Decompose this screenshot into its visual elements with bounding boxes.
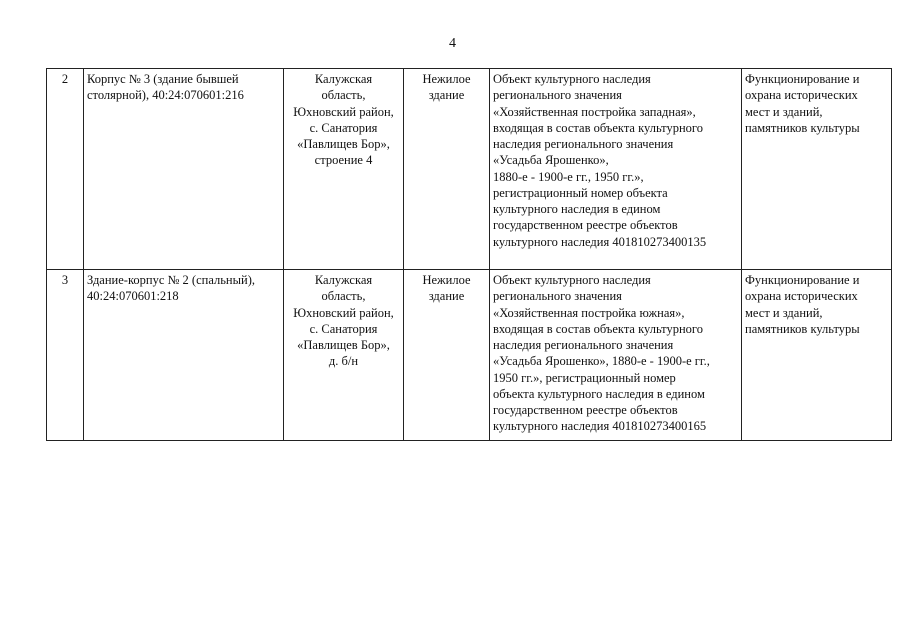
building-type-line: здание	[428, 88, 465, 103]
description-line: наследия регионального значения	[493, 137, 674, 151]
object-name-line: Здание-корпус № 2 (спальный),	[87, 273, 255, 287]
address-line: с. Санатория	[309, 321, 378, 336]
description-line: государственном реестре объектов	[493, 403, 678, 417]
building-type-cell	[404, 69, 490, 270]
description-line: «Усадьба Ярошенко»,	[493, 153, 609, 168]
description-line: Объект культурного наследия	[493, 273, 651, 287]
description-line: культурного наследия в едином	[493, 202, 661, 216]
usage-cell	[742, 270, 892, 441]
description-line: регионального значения	[493, 289, 622, 304]
building-type-line: здание	[428, 289, 465, 304]
address-line: область,	[321, 289, 366, 304]
address-line: «Павлищев Бор»,	[297, 338, 390, 352]
usage-cell	[742, 69, 892, 270]
address-line: с. Санатория	[309, 120, 378, 135]
description-line: культурного наследия 401810273400135	[493, 234, 707, 249]
description-line: государственном реестре объектов	[493, 218, 678, 233]
description-line: «Усадьба Ярошенко», 1880-е - 1900-е гг.,	[493, 354, 710, 369]
table-row	[47, 69, 892, 270]
object-name-cell	[84, 69, 284, 270]
description-line: наследия регионального значения	[493, 338, 674, 352]
heritage-description-cell	[490, 270, 742, 441]
description-line: входящая в состав объекта культурного	[493, 120, 703, 135]
objects-table	[46, 68, 892, 441]
address-line: область,	[321, 88, 366, 103]
usage-line: памятников культуры	[745, 321, 860, 336]
description-line: Объект культурного наследия	[493, 72, 651, 86]
building-type-cell	[404, 270, 490, 441]
address-line: «Павлищев Бор»,	[297, 137, 390, 151]
row-number-cell: 3	[47, 270, 84, 441]
address-line: Калужская	[314, 72, 373, 86]
address-cell	[284, 270, 404, 441]
building-type-line: Нежилое	[422, 273, 471, 287]
description-line: «Хозяйственная постройка южная»,	[493, 305, 685, 320]
description-line: культурного наследия 401810273400165	[493, 419, 707, 434]
table-row	[47, 270, 892, 441]
usage-line: мест и зданий,	[745, 104, 823, 119]
description-line: регионального значения	[493, 88, 622, 103]
row-number-cell: 2	[47, 69, 84, 270]
address-cell	[284, 69, 404, 270]
object-name-line: Корпус № 3 (здание бывшей	[87, 72, 239, 86]
usage-line: мест и зданий,	[745, 305, 823, 320]
usage-line: памятников культуры	[745, 120, 860, 135]
usage-line: охрана исторических	[745, 289, 858, 304]
address-line: Юхновский район,	[293, 305, 394, 320]
usage-line: Функционирование и	[745, 72, 860, 86]
heritage-description-cell	[490, 69, 742, 270]
address-line: д. б/н	[328, 354, 359, 369]
usage-line: охрана исторических	[745, 88, 858, 103]
object-name-line: 40:24:070601:218	[87, 289, 179, 304]
usage-line: Функционирование и	[745, 273, 860, 287]
description-line: объекта культурного наследия в едином	[493, 386, 705, 401]
object-name-line: столярной), 40:24:070601:216	[87, 88, 244, 103]
description-line: входящая в состав объекта культурного	[493, 321, 703, 336]
address-line: Юхновский район,	[293, 104, 394, 119]
description-line: регистрационный номер объекта	[493, 185, 668, 200]
building-type-line: Нежилое	[422, 72, 471, 86]
page-number: 4	[449, 36, 456, 51]
address-line: Калужская	[314, 273, 373, 287]
description-line: 1880-е - 1900-е гг., 1950 гг.»,	[493, 169, 644, 184]
description-line: «Хозяйственная постройка западная»,	[493, 104, 696, 119]
address-line: строение 4	[314, 153, 373, 168]
object-name-cell	[84, 270, 284, 441]
description-line: 1950 гг.», регистрационный номер	[493, 370, 676, 385]
